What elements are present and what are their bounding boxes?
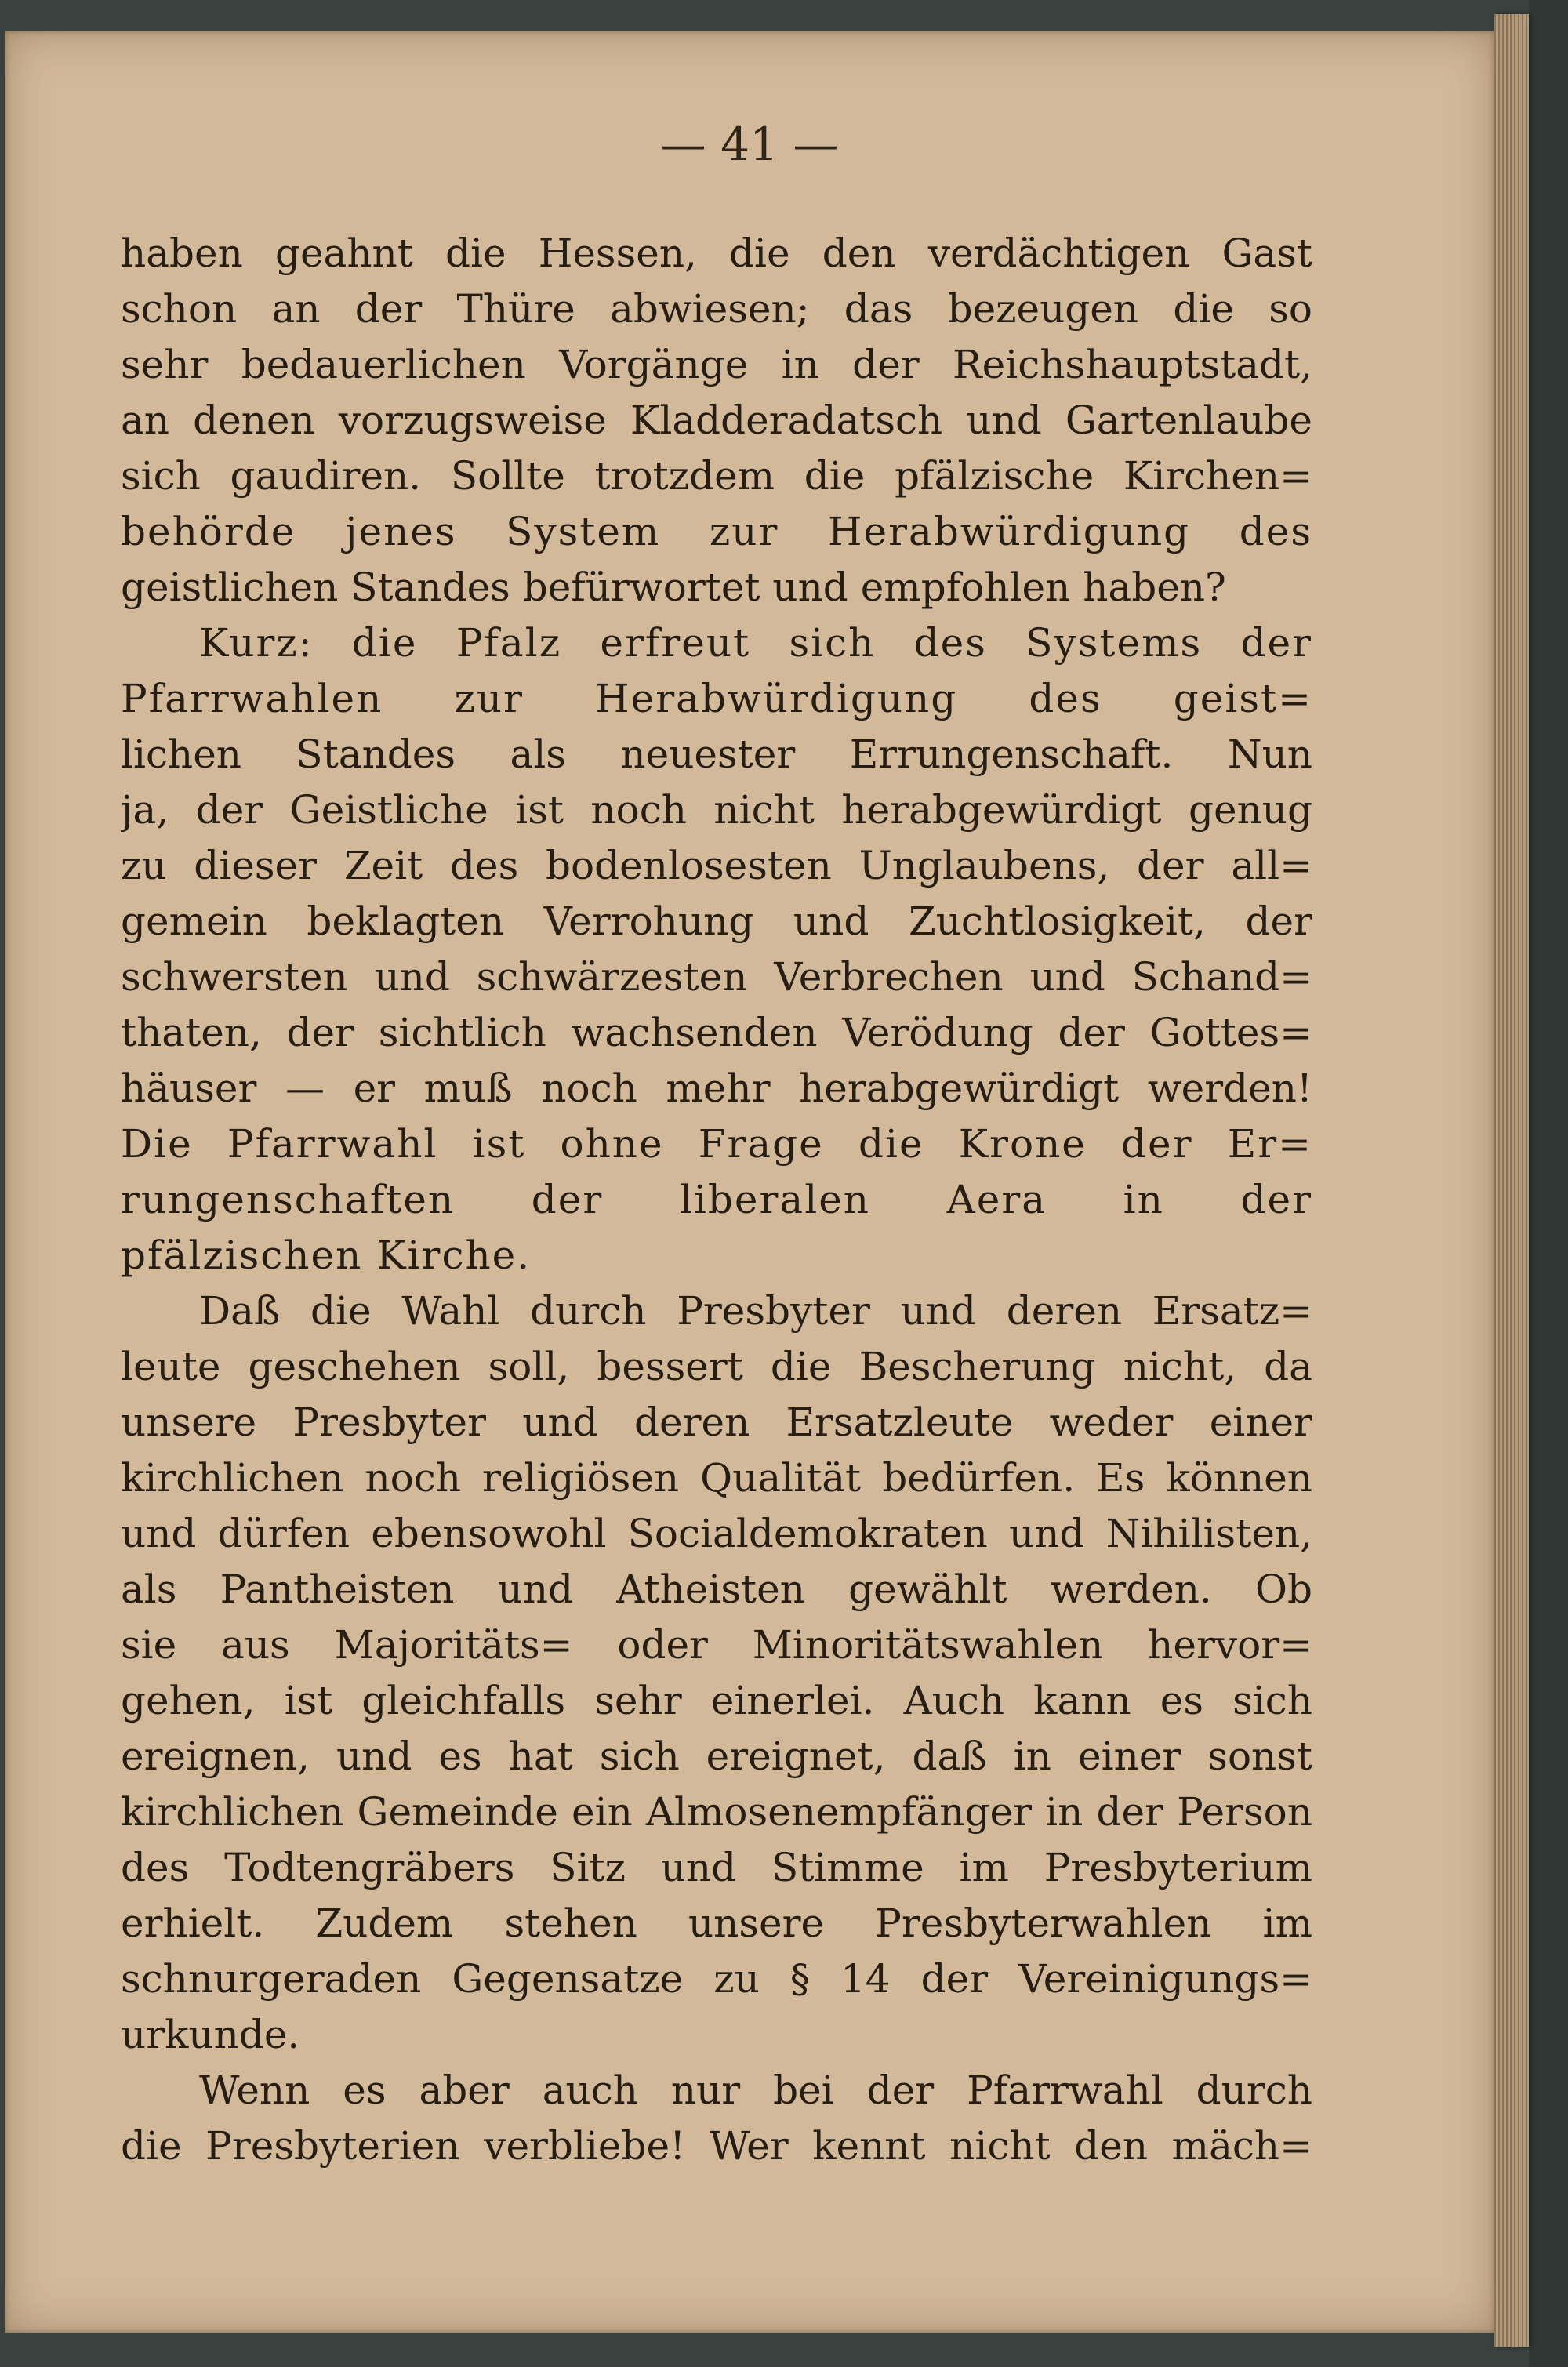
- page-number: — 41 —: [660, 118, 839, 171]
- text-line: kirchlichen noch religiösen Qualität bedürfen. Es können: [121, 1455, 1312, 1501]
- text-line: zu dieser Zeit des bodenlosesten Unglaubens, der all=: [121, 843, 1312, 888]
- text-line: haben geahnt die Hessen, die den verdächtigen Gast: [121, 231, 1312, 276]
- text-line: rungenschaften der liberalen Aera in der: [121, 1177, 1312, 1222]
- text-line: Kurz: die Pfalz erfreut sich des Systems der: [199, 620, 1312, 666]
- text-line: leute geschehen soll, bessert die Bescherung nicht, da: [121, 1344, 1312, 1389]
- text-line: Daß die Wahl durch Presbyter und deren Ersatz=: [199, 1288, 1312, 1334]
- text-line: ja, der Geistliche ist noch nicht herabgewürdigt genug: [121, 787, 1312, 833]
- text-line: ereignen, und es hat sich ereignet, daß in einer sonst: [121, 1734, 1312, 1779]
- text-line: sie aus Majoritäts= oder Minoritätswahlen hervor=: [121, 1622, 1312, 1668]
- text-line: gemein beklagten Verrohung und Zuchtlosigkeit, der: [121, 899, 1312, 944]
- page-stack-edge: [1494, 14, 1529, 2347]
- text-line: Die Pfarrwahl ist ohne Frage die Krone der Er=: [121, 1121, 1312, 1167]
- book-page: [5, 31, 1494, 2333]
- text-line: schnurgeraden Gegensatze zu § 14 der Vereinigungs=: [121, 1956, 1312, 2002]
- text-line: schon an der Thüre abwiesen; das bezeugen die so: [121, 286, 1312, 332]
- text-line: behörde jenes System zur Herabwürdigung des: [121, 509, 1312, 554]
- text-line: häuser — er muß noch mehr herabgewürdigt werden!: [121, 1066, 1312, 1111]
- text-line: als Pantheisten und Atheisten gewählt werden. Ob: [121, 1567, 1312, 1612]
- body-text: [121, 226, 1312, 2174]
- text-line: schwersten und schwärzesten Verbrechen und Schand=: [121, 954, 1312, 1000]
- text-line: sich gaudiren. Sollte trotzdem die pfälzische Kirchen=: [121, 453, 1312, 499]
- text-line: an denen vorzugsweise Kladderadatsch und Gartenlaube: [121, 398, 1312, 443]
- text-line: sehr bedauerlichen Vorgänge in der Reichshauptstadt,: [121, 342, 1312, 387]
- text-line: erhielt. Zudem stehen unsere Presbyterwahlen im: [121, 1900, 1312, 1946]
- text-line: lichen Standes als neuester Errungenschaft. Nun: [121, 732, 1312, 777]
- text-line: thaten, der sichtlich wachsenden Verödung der Gottes=: [121, 1010, 1312, 1055]
- text-line: die Presbyterien verbliebe! Wer kennt nicht den mäch=: [121, 2123, 1312, 2169]
- text-line: geistlichen Standes befürwortet und empfohlen haben?: [121, 565, 1226, 610]
- book-cover-edge: [1529, 0, 1568, 2367]
- text-line: und dürfen ebensowohl Socialdemokraten und Nihilisten,: [121, 1511, 1312, 1556]
- text-line: pfälzischen Kirche.: [121, 1233, 532, 1278]
- text-line: gehen, ist gleichfalls sehr einerlei. Auch kann es sich: [121, 1678, 1312, 1723]
- text-line: des Todtengräbers Sitz und Stimme im Presbyterium: [121, 1845, 1312, 1890]
- text-line: Wenn es aber auch nur bei der Pfarrwahl durch: [199, 2067, 1312, 2113]
- text-line: urkunde.: [121, 2012, 300, 2057]
- text-line: unsere Presbyter und deren Ersatzleute weder einer: [121, 1400, 1312, 1445]
- text-line: kirchlichen Gemeinde ein Almosenempfänger in der Person: [121, 1789, 1312, 1835]
- text-line: Pfarrwahlen zur Herabwürdigung des geist=: [121, 676, 1312, 721]
